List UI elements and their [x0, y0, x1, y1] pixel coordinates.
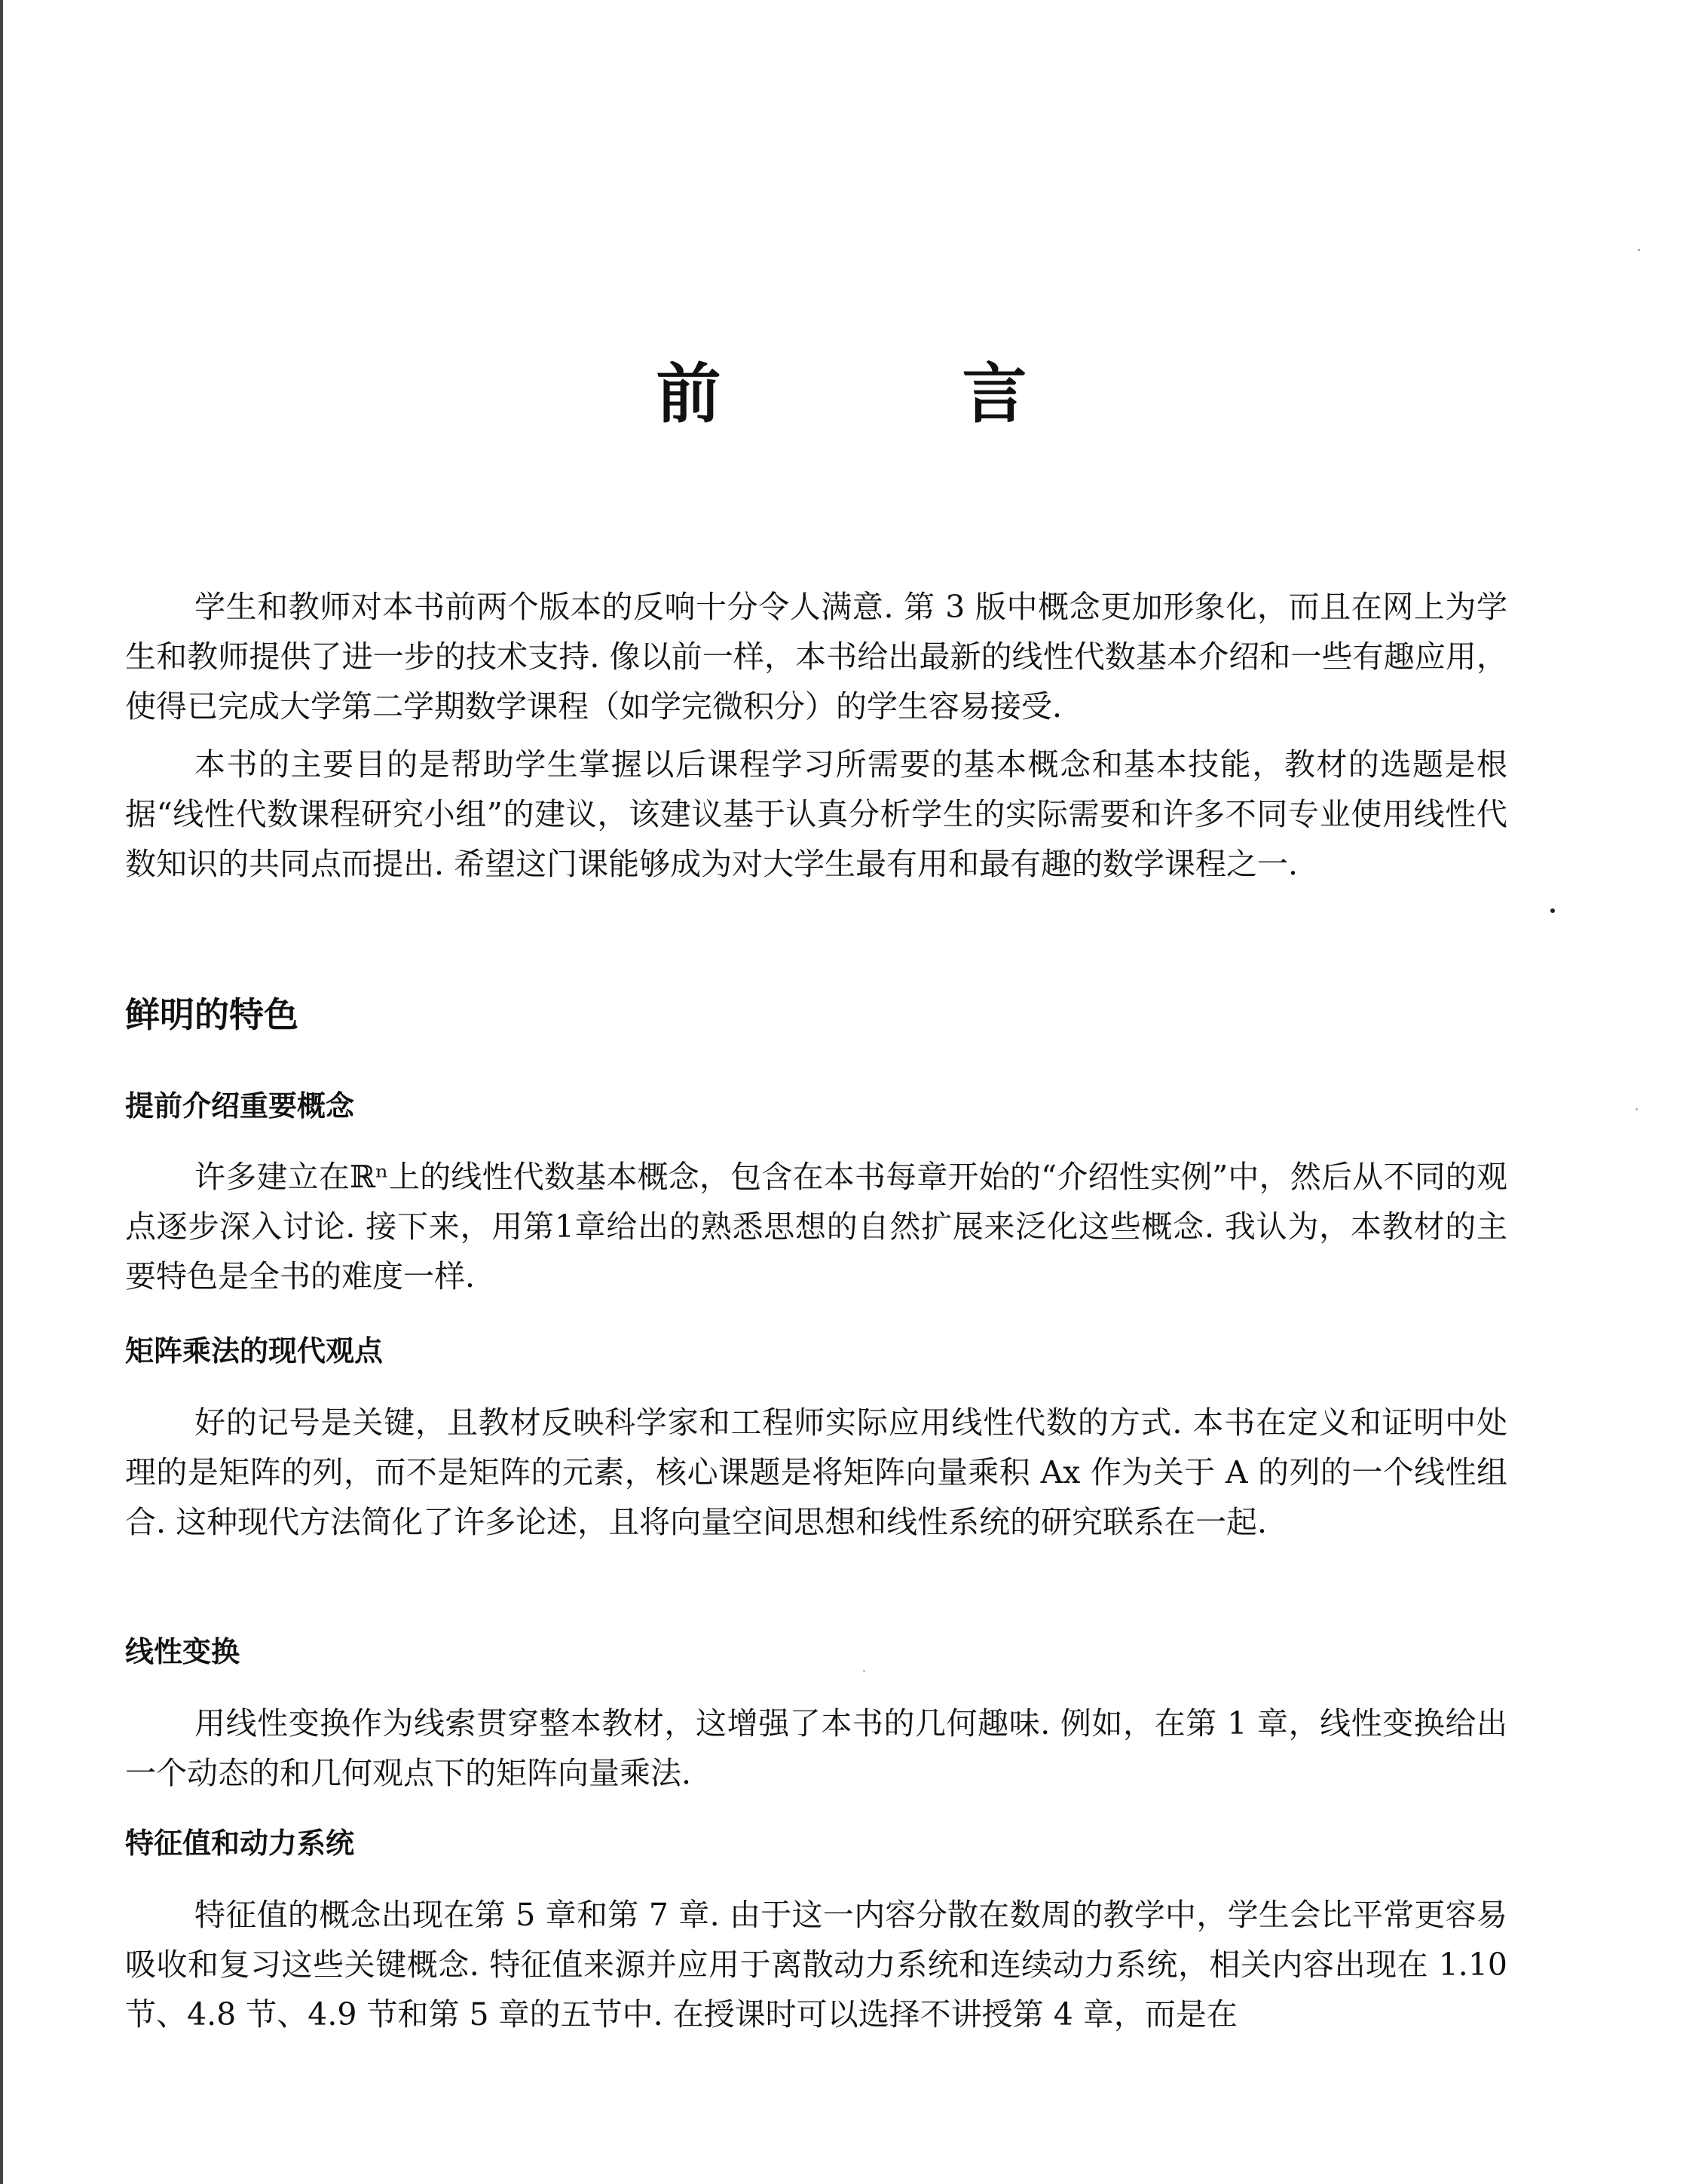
scan-left-edge	[0, 0, 3, 2184]
scan-speck	[863, 1670, 865, 1672]
feature-text-early-concepts: 许多建立在ℝⁿ上的线性代数基本概念，包含在本书每章开始的“介绍性实例”中，然后从不同的观点逐步深入讨论. 接下来，用第1章给出的熟悉思想的自然扩展来泛化这些概念. 我认为，本教材的主要特色是全书的难度一样.	[125, 1159, 1507, 1294]
intro-paragraph-1: 学生和教师对本书前两个版本的反响十分令人满意. 第 3 版中概念更加形象化，而且在网上为学生和教师提供了进一步的技术支持. 像以前一样，本书给出最新的线性代数基本介绍和一些有趣应用，使得已完成大学第二学期数学课程（如学完微积分）的学生容易接受.	[125, 589, 1507, 724]
feature-title-matrix-multiplication: 矩阵乘法的现代观点	[125, 1334, 384, 1368]
scan-speck	[1550, 908, 1555, 913]
feature-text-eigenvalues: 特征值的概念出现在第 5 章和第 7 章. 由于这一内容分散在数周的教学中，学生会比平常更容易吸收和复习这些关键概念. 特征值来源并应用于离散动力系统和连续动力系统，相关内容出现在 1.10 节、4.8 节、4.9 节和第 5 章的五节中. 在授课时可以选择不讲授第 4 章，而是在	[125, 1897, 1507, 2032]
page-title: 前 言	[656, 357, 1137, 432]
feature-title-eigenvalues: 特征值和动力系统	[125, 1827, 355, 1860]
intro-paragraph-2: 本书的主要目的是帮助学生掌握以后课程学习所需要的基本概念和基本技能，教材的选题是根据“线性代数课程研究小组”的建议，该建议基于认真分析学生的实际需要和许多不同专业使用线性代数知识的共同点而提出. 希望这门课能够成为对大学生最有用和最有趣的数学课程之一.	[125, 746, 1507, 882]
scan-speck	[1636, 1108, 1638, 1110]
feature-title-linear-transformations: 线性变换	[125, 1635, 240, 1668]
feature-title-early-concepts: 提前介绍重要概念	[125, 1089, 355, 1123]
section-heading-features: 鲜明的特色	[125, 994, 298, 1035]
feature-text-matrix-multiplication: 好的记号是关键，且教材反映科学家和工程师实际应用线性代数的方式. 本书在定义和证明中处理的是矩阵的列，而不是矩阵的元素，核心课题是将矩阵向量乘积 Ax 作为关于 A 的列的一个线性组合. 这种现代方法简化了许多论述，且将向量空间思想和线性系统的研究联系在一起.	[125, 1404, 1507, 1540]
scan-speck	[1638, 249, 1640, 251]
feature-text-linear-transformations: 用线性变换作为线索贯穿整本教材，这增强了本书的几何趣味. 例如，在第 1 章，线性变换给出一个动态的和几何观点下的矩阵向量乘法.	[125, 1705, 1507, 1791]
